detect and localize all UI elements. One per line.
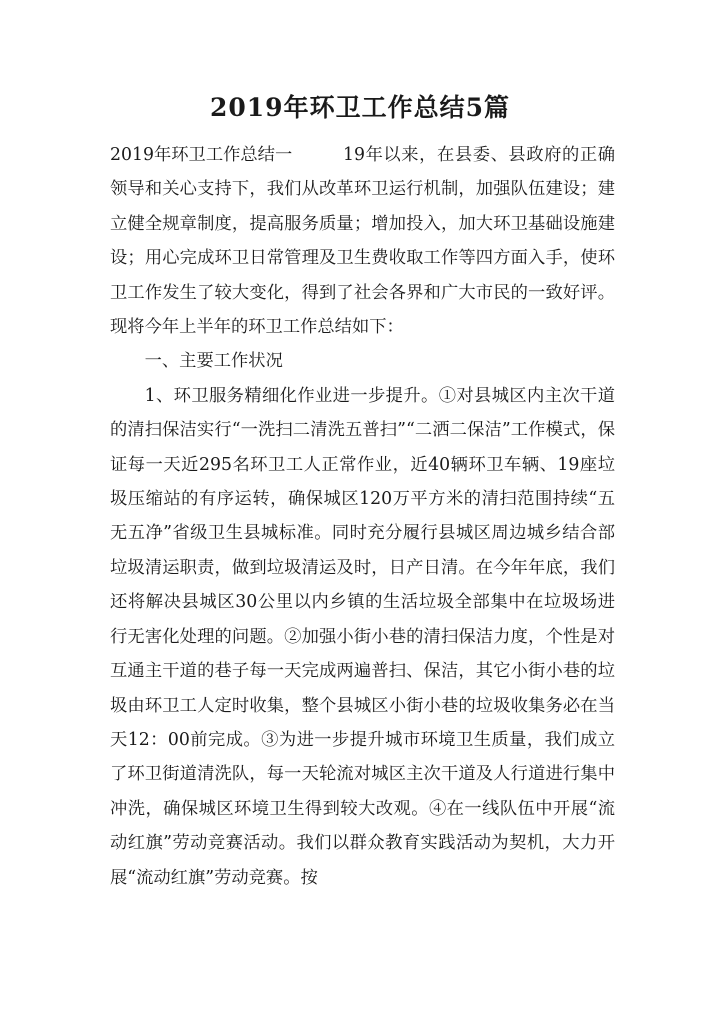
document-body [110,138,615,895]
intro-text: 19年以来，在县委、县政府的正确领导和关心支持下，我们从改革环卫运行机制，加强队伍建设；建立健全规章制度，提高服务质量；增加投入，加大环卫基础设施建设；用心完成环卫日常管理及卫生费收取工作等四方面入手，使环卫工作发生了较大变化，得到了社会各界和广大市民的一致好评。现将今年上半年的环卫工作总结如下： [110,145,615,338]
intro-paragraph [110,138,615,344]
document-title: 2019年环卫工作总结5篇 [210,93,510,122]
intro-label: 2019年环卫工作总结一 [110,145,293,165]
body-paragraph: 1、环卫服务精细化作业进一步提升。①对县城区内主次干道的清扫保洁实行“一洗扫二清洗五普扫”“二洒二保洁”工作模式，保证每一天近295名环卫工人正常作业，近40辆环卫车辆、19座垃圾压缩站的有序运转，确保城区120万平方米的清扫范围持续“五无五净”省级卫生县城标准。同时充分履行县城区周边城乡结合部垃圾清运职责，做到垃圾清运及时，日产日清。在今年年底，我们还将解决县城区30公里以内乡镇的生活垃圾全部集中在垃圾场进行无害化处理的问题。②加强小街小巷的清扫保洁力度，个性是对互通主干道的巷子每一天完成两遍普扫、保洁，其它小街小巷的垃圾由环卫工人定时收集，整个县城区小街小巷的垃圾收集务必在当天12：00前完成。③为进一步提升城市环境卫生质量，我们成立了环卫街道清洗队，每一天轮流对城区主次干道及人行道进行集中冲洗，确保城区环境卫生得到较大改观。④在一线队伍中开展“流动红旗”劳动竞赛活动。我们以群众教育实践活动为契机，大力开展“流动红旗”劳动竞赛。按 [110,385,615,888]
section-heading: 一、主要工作状况 [144,351,283,372]
